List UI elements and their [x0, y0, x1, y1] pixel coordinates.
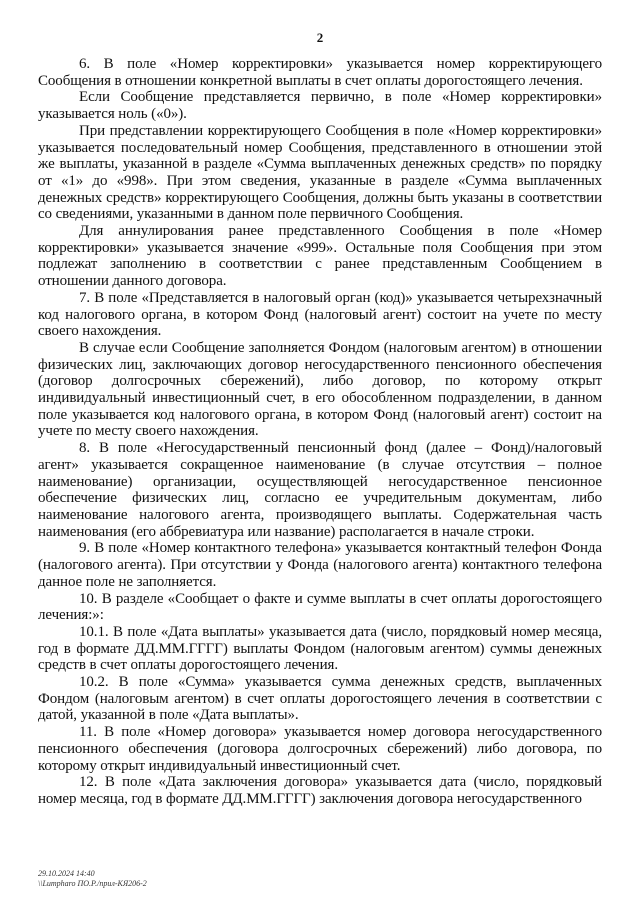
paragraph-12-contract-date: 12. В поле «Дата заключения договора» указывается дата (число, порядковый номер месяца, год в формате ДД.ММ.ГГГГ) заключения договора негосударственного — [38, 774, 602, 807]
paragraph-8-pension-fund-name: 8. В поле «Негосударственный пенсионный фонд (далее – Фонд)/налоговый агент» указывается сокращенное наименование (в случае отсутствия – полное наименование) организации, осуществляющей негосударственное пенсионное обеспечение физических лиц, согласно ее учредительным документам, либо наименование налогового агента, производящего выплаты. Содержательная часть наименования (его аббревиатура или название) располагается в начале строки. — [38, 440, 602, 540]
paragraph-11-contract-number: 11. В поле «Номер договора» указывается номер договора негосударственного пенсионного обеспечения (договора долгосрочных сбережений) либо договора, по которому открыт индивидуальный инвестиционный счет. — [38, 724, 602, 774]
paragraph-10-1-payment-date: 10.1. В поле «Дата выплаты» указывается дата (число, порядковый номер месяца, год в формате ДД.ММ.ГГГГ) выплаты Фондом (налоговым агентом) суммы денежных средств в счет оплаты дорогостоящего лечения. — [38, 623, 602, 674]
footer-file-reference: \\Lumpharo ПО.Р./прил-КЯ206-2 — [38, 879, 147, 888]
paragraph-7-tax-authority-code: 7. В поле «Представляется в налоговый орган (код)» указывается четырехзначный код налогового органа, в котором Фонд (налоговый агент) состоит на учете по месту своего нахождения. — [38, 289, 602, 340]
paragraph-annulment: Для аннулирования ранее представленного Сообщения в поле «Номер корректировки» указывается значение «999». Остальные поля Сообщения при этом подлежат заполнению в соответствии с ранее представленным Сообщением в отношении данного договора. — [38, 223, 602, 290]
paragraph-corrective-message: При представлении корректирующего Сообщения в поле «Номер корректировки» указывается последовательный номер Сообщения, представленного в отношении этой же выплаты, указанной в разделе «Сумма выплаченных денежных средств» по порядку от «1» до «998». При этом сведения, указанные в разделе «Сумма выплаченных денежных средств» корректирующего Сообщения, должны быть указаны в соответствии со сведениями, указанными в данном поле первичного Сообщения. — [38, 122, 602, 223]
document-body — [38, 56, 602, 808]
footer-timestamp: 29.10.2024 14:40 — [38, 869, 95, 878]
paragraph-6-correction-number: 6. В поле «Номер корректировки» указывается номер корректирующего Сообщения в отношении конкретной выплаты в счет оплаты дорогостоящего лечения. — [38, 56, 602, 89]
paragraph-primary-message: Если Сообщение представляется первично, в поле «Номер корректировки» указывается ноль («0»). — [38, 89, 602, 123]
document-footer — [38, 869, 147, 889]
paragraph-separate-division: В случае если Сообщение заполняется Фондом (налоговым агентом) в отношении физических лиц, заключающих договор негосударственного пенсионного обеспечения (договор долгосрочных сбережений), либо договор, по которому открыт индивидуальный инвестиционный счет, в его обособленном подразделении, в данном поле указывается код налогового органа, в котором Фонд (налоговый агент) состоит на учете по месту своего нахождения. — [38, 339, 602, 440]
paragraph-9-contact-phone: 9. В поле «Номер контактного телефона» указывается контактный телефон Фонда (налогового агента). При отсутствии у Фонда (налогового агента) контактного телефона данное поле не заполняется. — [38, 540, 602, 590]
paragraph-10-payment-section: 10. В разделе «Сообщает о факте и сумме выплаты в счет оплаты дорогостоящего лечения:»: — [38, 590, 602, 624]
paragraph-10-2-amount: 10.2. В поле «Сумма» указывается сумма денежных средств, выплаченных Фондом (налоговым агентом) в счет оплаты дорогостоящего лечения в соответствии с датой, указанной в поле «Дата выплаты». — [38, 674, 602, 724]
page-number: 2 — [316, 30, 324, 45]
